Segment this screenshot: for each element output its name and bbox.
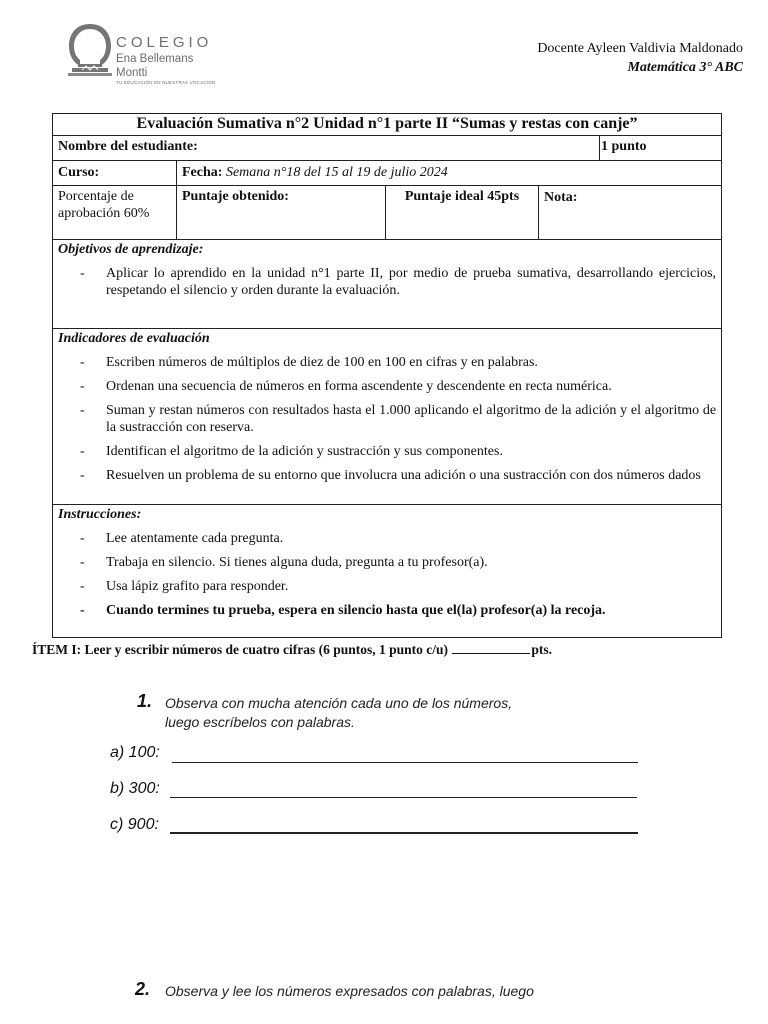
indicators-section bbox=[53, 329, 722, 505]
objectives-section bbox=[53, 240, 722, 329]
instruction-item: - Trabaja en silencio. Si tienes alguna duda, pregunta a tu profesor(a). bbox=[80, 554, 716, 571]
course-field[interactable]: Curso: bbox=[53, 161, 177, 186]
answer-c-line[interactable] bbox=[170, 832, 638, 834]
teacher-name: Docente Ayleen Valdivia Maldonado bbox=[537, 41, 743, 56]
indicator-item: - Suman y restan números con resultados hasta el 1.000 aplicando el algoritmo de la adición y el algoritmo de la sustracción con reserva. bbox=[80, 402, 716, 436]
date-label: Fecha: bbox=[182, 165, 223, 180]
answer-a-line[interactable] bbox=[172, 762, 638, 763]
evaluation-header-table bbox=[52, 113, 722, 638]
logo-word: COLEGIO bbox=[116, 34, 213, 51]
indicator-item: - Escriben números de múltiplos de diez de 100 en 100 en cifras y en palabras. bbox=[80, 354, 716, 371]
ideal-score: Puntaje ideal 45pts bbox=[386, 186, 539, 240]
school-logo bbox=[66, 20, 226, 85]
instruction-item: - Lee atentamente cada pregunta. bbox=[80, 530, 716, 547]
question-2-prompt: Observa y lee los números expresados con palabras, luego bbox=[165, 983, 534, 999]
student-name-field[interactable]: Nombre del estudiante: bbox=[53, 136, 600, 161]
question-1-prompt bbox=[165, 694, 512, 732]
item-1-label: ÍTEM I: Leer y escribir números de cuatro cifras (6 puntos, 1 punto c/u) bbox=[32, 642, 448, 657]
indicator-item: - Resuelven un problema de su entorno que involucra una adición o una sustracción con dos números dados bbox=[80, 467, 716, 484]
indicators-title: Indicadores de evaluación bbox=[58, 331, 210, 346]
logo-tagline: TU EDUCACIÓN EN NUESTRAS VOCACIÓN bbox=[116, 80, 216, 85]
teacher-block bbox=[537, 39, 743, 77]
date-field bbox=[177, 161, 722, 186]
instruction-item: - Cuando termines tu prueba, espera en silencio hasta que el(la) profesor(a) la recoja. bbox=[80, 602, 716, 619]
score-obtained-field[interactable]: Puntaje obtenido: bbox=[177, 186, 386, 240]
evaluation-title: Evaluación Sumativa n°2 Unidad n°1 parte II “Sumas y restas con canje” bbox=[53, 114, 722, 136]
item-1-suffix: pts. bbox=[531, 642, 553, 657]
answer-b-label: b) 300: bbox=[110, 780, 160, 797]
indicator-item: - Identifican el algoritmo de la adición y sustracción y sus componentes. bbox=[80, 443, 716, 460]
question-1-line-2: luego escríbelos con palabras. bbox=[165, 714, 355, 730]
answer-a-label: a) 100: bbox=[110, 744, 160, 761]
objective-item: - Aplicar lo aprendido en la unidad n°1 parte II, por medio de prueba sumativa, desarrollando ejercicios, respetando el silencio y orden durante la evaluación. bbox=[80, 265, 716, 299]
date-value: Semana n°18 del 15 al 19 de julio 2024 bbox=[225, 165, 448, 180]
answer-c-label: c) 900: bbox=[110, 816, 159, 833]
item-1-points-blank[interactable] bbox=[452, 643, 530, 654]
school-crest-icon bbox=[66, 20, 114, 82]
points-label: 1 punto bbox=[600, 136, 722, 161]
logo-school-name: Ena Bellemans Montti bbox=[116, 53, 194, 79]
indicator-item: - Ordenan una secuencia de números en forma ascendente y descendente en recta numérica. bbox=[80, 378, 716, 395]
item-1-heading bbox=[32, 642, 552, 658]
question-1-number: 1. bbox=[137, 691, 153, 711]
objectives-title: Objetivos de aprendizaje: bbox=[58, 242, 204, 257]
subject-label: Matemática 3° ABC bbox=[627, 60, 743, 75]
instruction-item: - Usa lápiz grafito para responder. bbox=[80, 578, 716, 595]
answer-b-line[interactable] bbox=[170, 797, 637, 798]
grade-field[interactable]: Nota: bbox=[539, 186, 722, 240]
instructions-section bbox=[53, 505, 722, 638]
approval-percentage: Porcentaje de aprobación 60% bbox=[53, 186, 177, 240]
question-2-number: 2. bbox=[135, 979, 151, 999]
instructions-title: Instrucciones: bbox=[58, 507, 142, 522]
question-1-line-1: Observa con mucha atención cada uno de los números, bbox=[165, 695, 513, 711]
